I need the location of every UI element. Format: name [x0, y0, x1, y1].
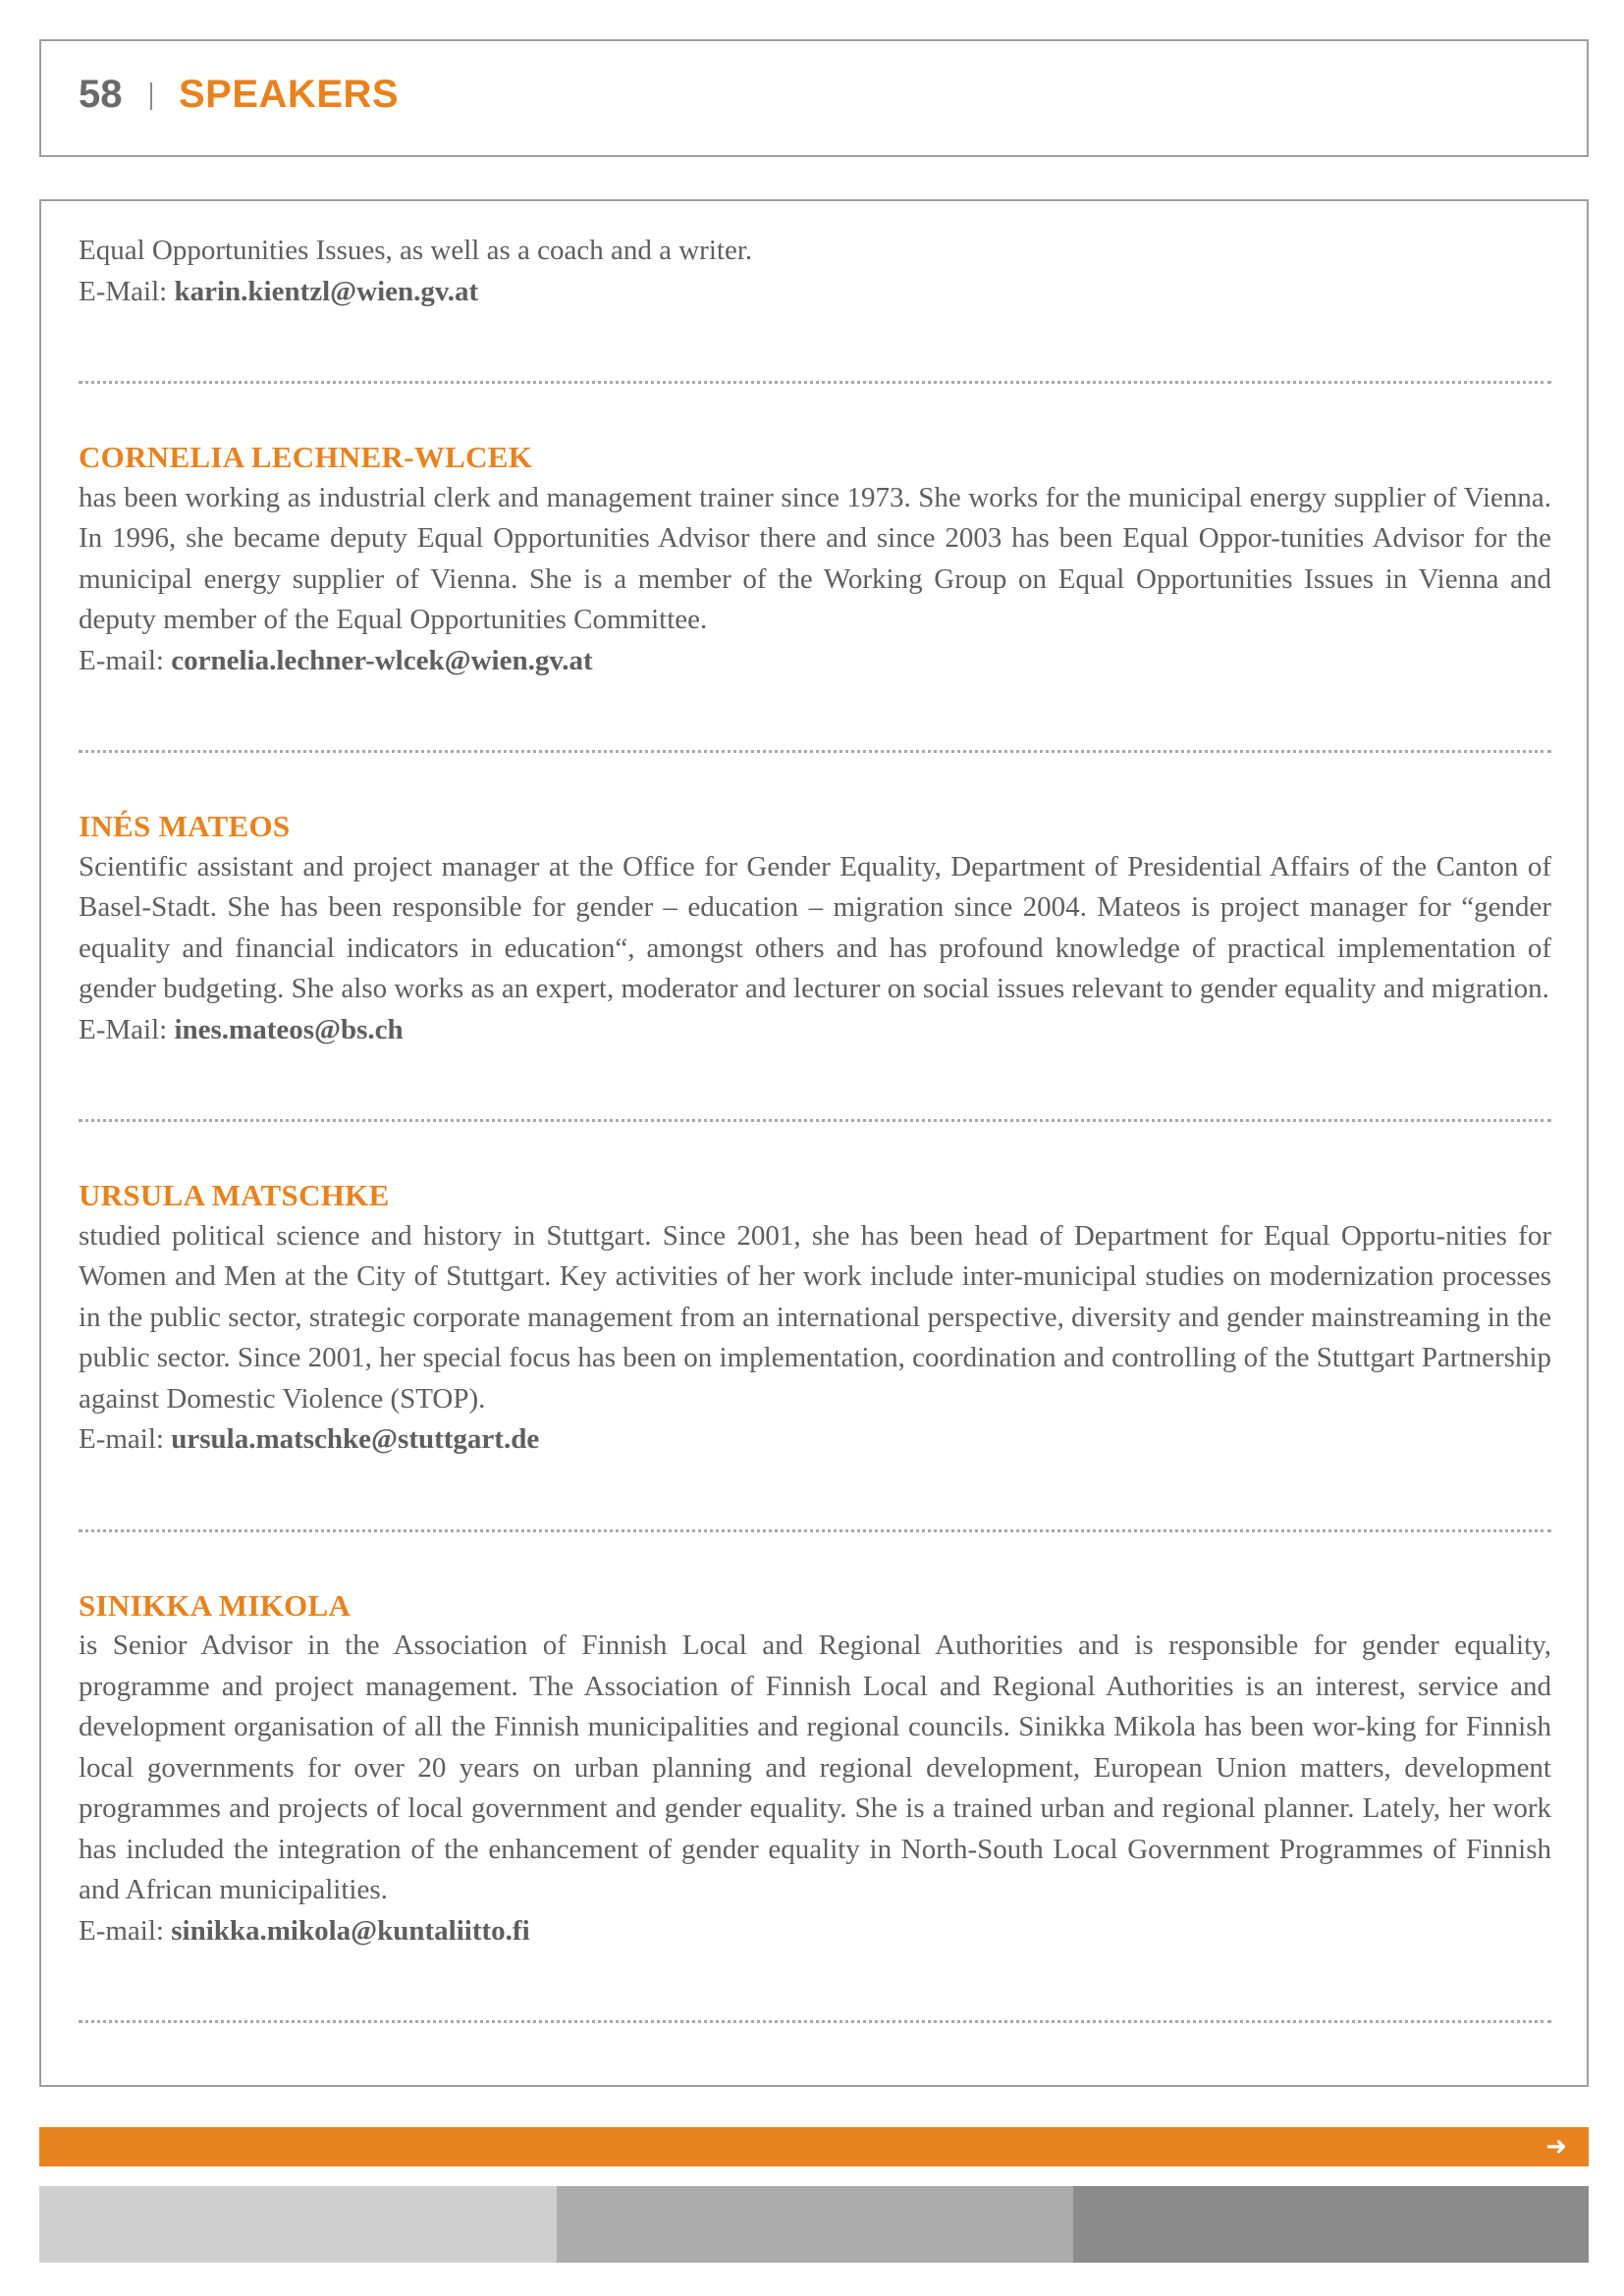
content-panel — [39, 199, 1589, 2087]
speaker-entry — [79, 1585, 1551, 1952]
speaker-entry — [79, 437, 1551, 681]
speaker-bio: Scientific assistant and project manager at the Office for Gender Equality, Department of Presidential Affairs of the Canton of Basel-Stadt. She has been responsible for gender – education – migration since 2004. Mateos is project manager for “gender equality and financial indicators in education“, amongst others and has profound knowledge of practical implementation of gender budgeting. She also works as an expert, moderator and lecturer on social issues relevant to gender equality and migration. — [79, 850, 1551, 1004]
email-link[interactable]: cornelia.lechner-wlcek@wien.gv.at — [171, 644, 593, 676]
footer-grey-block — [1073, 2186, 1589, 2263]
dotted-divider — [79, 1119, 1551, 1122]
speaker-name: URSULA MATSCHKE — [79, 1178, 390, 1212]
email-link[interactable]: ines.mateos@bs.ch — [174, 1013, 404, 1045]
page-number: 58 — [79, 73, 123, 116]
dotted-divider — [79, 1529, 1551, 1532]
header-separator — [150, 82, 152, 110]
speaker-bio: studied political science and history in Stuttgart. Since 2001, she has been head of Department for Equal Opportu-nities for Women and Men at the City of Stuttgart. Key activities of her work include inter-municipal studies on modernization processes in the public sector, strategic corporate management from an international perspective, diversity and gender mainstreaming in the public sector. Since 2001, her special focus has been on implementation, coordination and controlling of the Stuttgart Partnership against Domestic Violence (STOP). — [79, 1219, 1551, 1415]
dotted-divider — [79, 750, 1551, 753]
speaker-name: INÉS MATEOS — [79, 809, 291, 843]
email-label: E-mail: — [79, 644, 164, 676]
speaker-entry — [79, 1175, 1551, 1461]
footer-accent-bar — [39, 2127, 1589, 2166]
page-header — [39, 39, 1589, 157]
footer-grey-block — [557, 2186, 1073, 2263]
intro-email-line — [79, 272, 1551, 313]
speaker-name: CORNELIA LECHNER-WLCEK — [79, 440, 533, 474]
speaker-bio: has been working as industrial clerk and management trainer since 1973. She works for the municipal energy supplier of Vienna. In 1996, she became deputy Equal Opportunities Advisor there and since 2003 has been Equal Oppor-tunities Advisor for the municipal energy supplier of Vienna. She is a member of the Working Group on Equal Opportunities Issues in Vienna and deputy member of the Equal Opportunities Committee. — [79, 481, 1551, 635]
email-link[interactable]: ursula.matschke@stuttgart.de — [171, 1423, 540, 1455]
dotted-divider — [79, 381, 1551, 384]
speaker-entry — [79, 806, 1551, 1050]
email-label: E-Mail: — [79, 1013, 168, 1045]
intro-block — [79, 231, 1551, 312]
email-label: E-mail: — [79, 1423, 164, 1455]
dotted-divider — [79, 2020, 1551, 2023]
arrow-right-icon[interactable]: ➜ — [1545, 2132, 1567, 2162]
speaker-email-line — [79, 1911, 1551, 1952]
intro-text: Equal Opportunities Issues, as well as a coach and a writer. — [79, 235, 753, 266]
speaker-name: SINIKKA MIKOLA — [79, 1587, 352, 1623]
speaker-email-line — [79, 1010, 1551, 1051]
speaker-email-line — [79, 641, 1551, 682]
footer-grey-block — [39, 2186, 557, 2263]
email-link[interactable]: karin.kientzl@wien.gv.at — [174, 275, 479, 307]
email-label: E-Mail: — [79, 275, 168, 307]
speaker-bio: is Senior Advisor in the Association of Finnish Local and Regional Authorities and is responsible for gender equality, programme and project management. The Association of Finnish Local and Regional Authorities is an interest, service and development organisation of all the Finnish municipalities and regional councils. Sinikka Mikola has been wor-king for Finnish local governments for over 20 years on urban planning and regional development, European Union matters, development programmes and projects of local government and gender equality. She is a trained urban and regional planner. Lately, her work has included the integration of the enhancement of gender equality in North-South Local Government Programmes of Finnish and African municipalities. — [79, 1629, 1551, 1905]
speaker-list — [79, 231, 1551, 2023]
email-label: E-mail: — [79, 1914, 164, 1947]
email-link[interactable]: sinikka.mikola@kuntaliitto.fi — [171, 1914, 530, 1947]
section-title: SPEAKERS — [179, 73, 400, 116]
speaker-email-line — [79, 1419, 1551, 1461]
